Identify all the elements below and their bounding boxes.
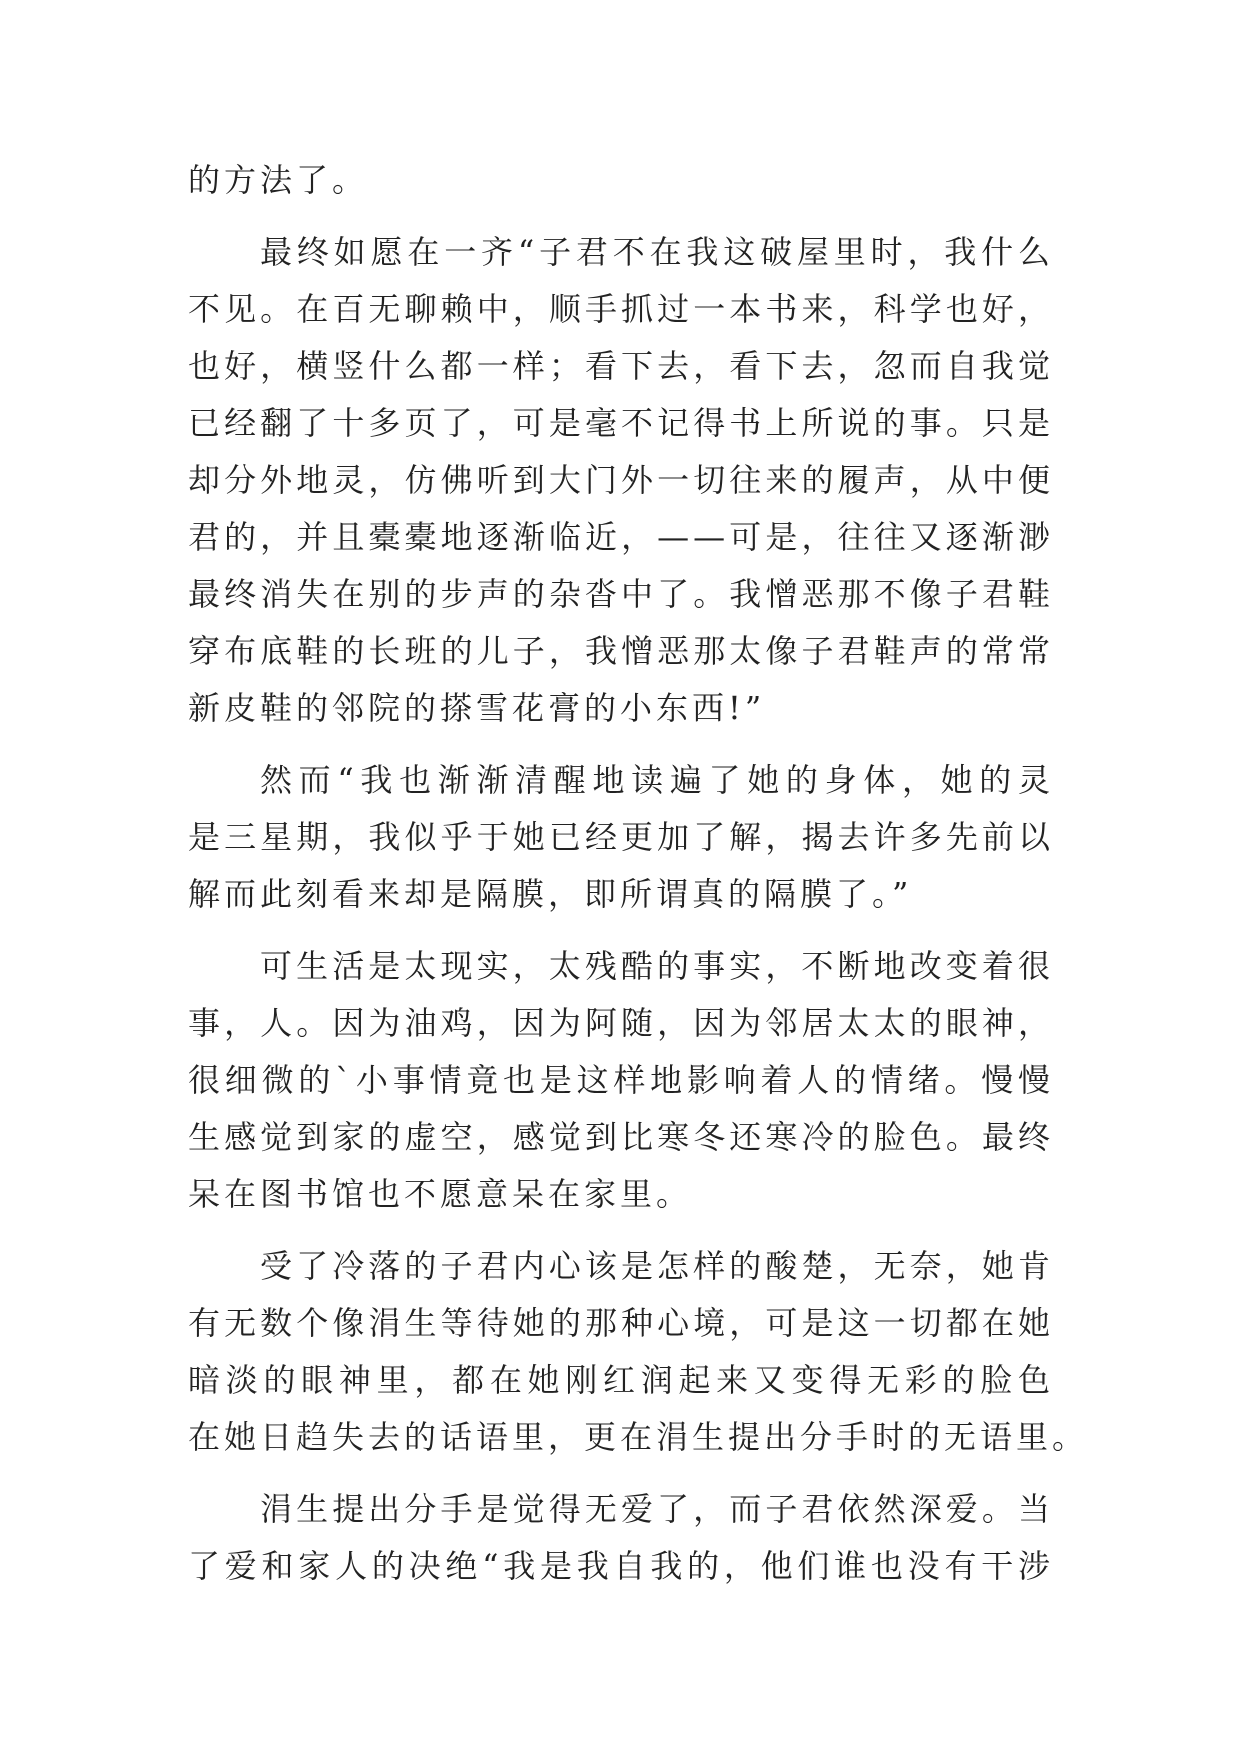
text-line: 的方法了。	[188, 161, 369, 199]
paragraph	[188, 1481, 1054, 1595]
text-line: 最终消失在别的步声的杂沓中了。我憎恶那不像子君鞋	[188, 575, 1054, 613]
text-line: 也好，横竖什么都一样；看下去，看下去，忽而自我觉	[188, 347, 1054, 385]
paragraph	[188, 224, 1054, 737]
text-line: 新皮鞋的邻院的搽雪花膏的小东西!”	[188, 689, 766, 727]
text-line: 受了冷落的子君内心该是怎样的酸楚，无奈，她肯	[260, 1247, 1054, 1285]
text-line: 呆在图书馆也不愿意呆在家里。	[188, 1175, 693, 1213]
document-page	[188, 152, 1089, 1595]
paragraph	[188, 938, 1054, 1223]
paragraph	[188, 1238, 1089, 1466]
text-line: 然而“我也渐渐清醒地读遍了她的身体，她的灵	[260, 761, 1054, 799]
text-line: 已经翻了十多页了，可是毫不记得书上所说的事。只是	[188, 404, 1054, 442]
text-line: 可生活是太现实，太残酷的事实，不断地改变着很	[260, 947, 1054, 985]
text-line: 生感觉到家的虚空，感觉到比寒冬还寒冷的脸色。最终	[188, 1118, 1054, 1156]
text-line: 却分外地灵，仿佛听到大门外一切往来的履声，从中便	[188, 461, 1054, 499]
text-line: 事，人。因为油鸡，因为阿随，因为邻居太太的眼神，	[188, 1004, 1054, 1042]
text-line: 了爱和家人的决绝“我是我自我的，他们谁也没有干涉	[188, 1547, 1054, 1585]
text-line: 君的，并且橐橐地逐渐临近，——可是，往往又逐渐渺	[188, 518, 1054, 556]
paragraph	[188, 152, 1054, 209]
text-line: 有无数个像涓生等待她的那种心境，可是这一切都在她	[188, 1304, 1054, 1342]
text-line: 涓生提出分手是觉得无爱了，而子君依然深爱。当	[260, 1490, 1054, 1528]
text-line: 穿布底鞋的长班的儿子，我憎恶那太像子君鞋声的常常	[188, 632, 1054, 670]
text-line: 是三星期，我似乎于她已经更加了解，揭去许多先前以	[188, 818, 1054, 856]
paragraph	[188, 752, 1054, 923]
text-line: 暗淡的眼神里，都在她刚红润起来又变得无彩的脸色	[188, 1361, 1054, 1399]
text-line: 最终如愿在一齐“子君不在我这破屋里时，我什么	[260, 233, 1054, 271]
text-line: 很细微的`小事情竟也是这样地影响着人的情绪。慢慢	[188, 1061, 1054, 1099]
text-line: 不见。在百无聊赖中，顺手抓过一本书来，科学也好，	[188, 290, 1054, 328]
text-line: 在她日趋失去的话语里，更在涓生提出分手时的无语里。	[188, 1418, 1089, 1456]
text-line: 解而此刻看来却是隔膜，即所谓真的隔膜了。”	[188, 875, 913, 913]
